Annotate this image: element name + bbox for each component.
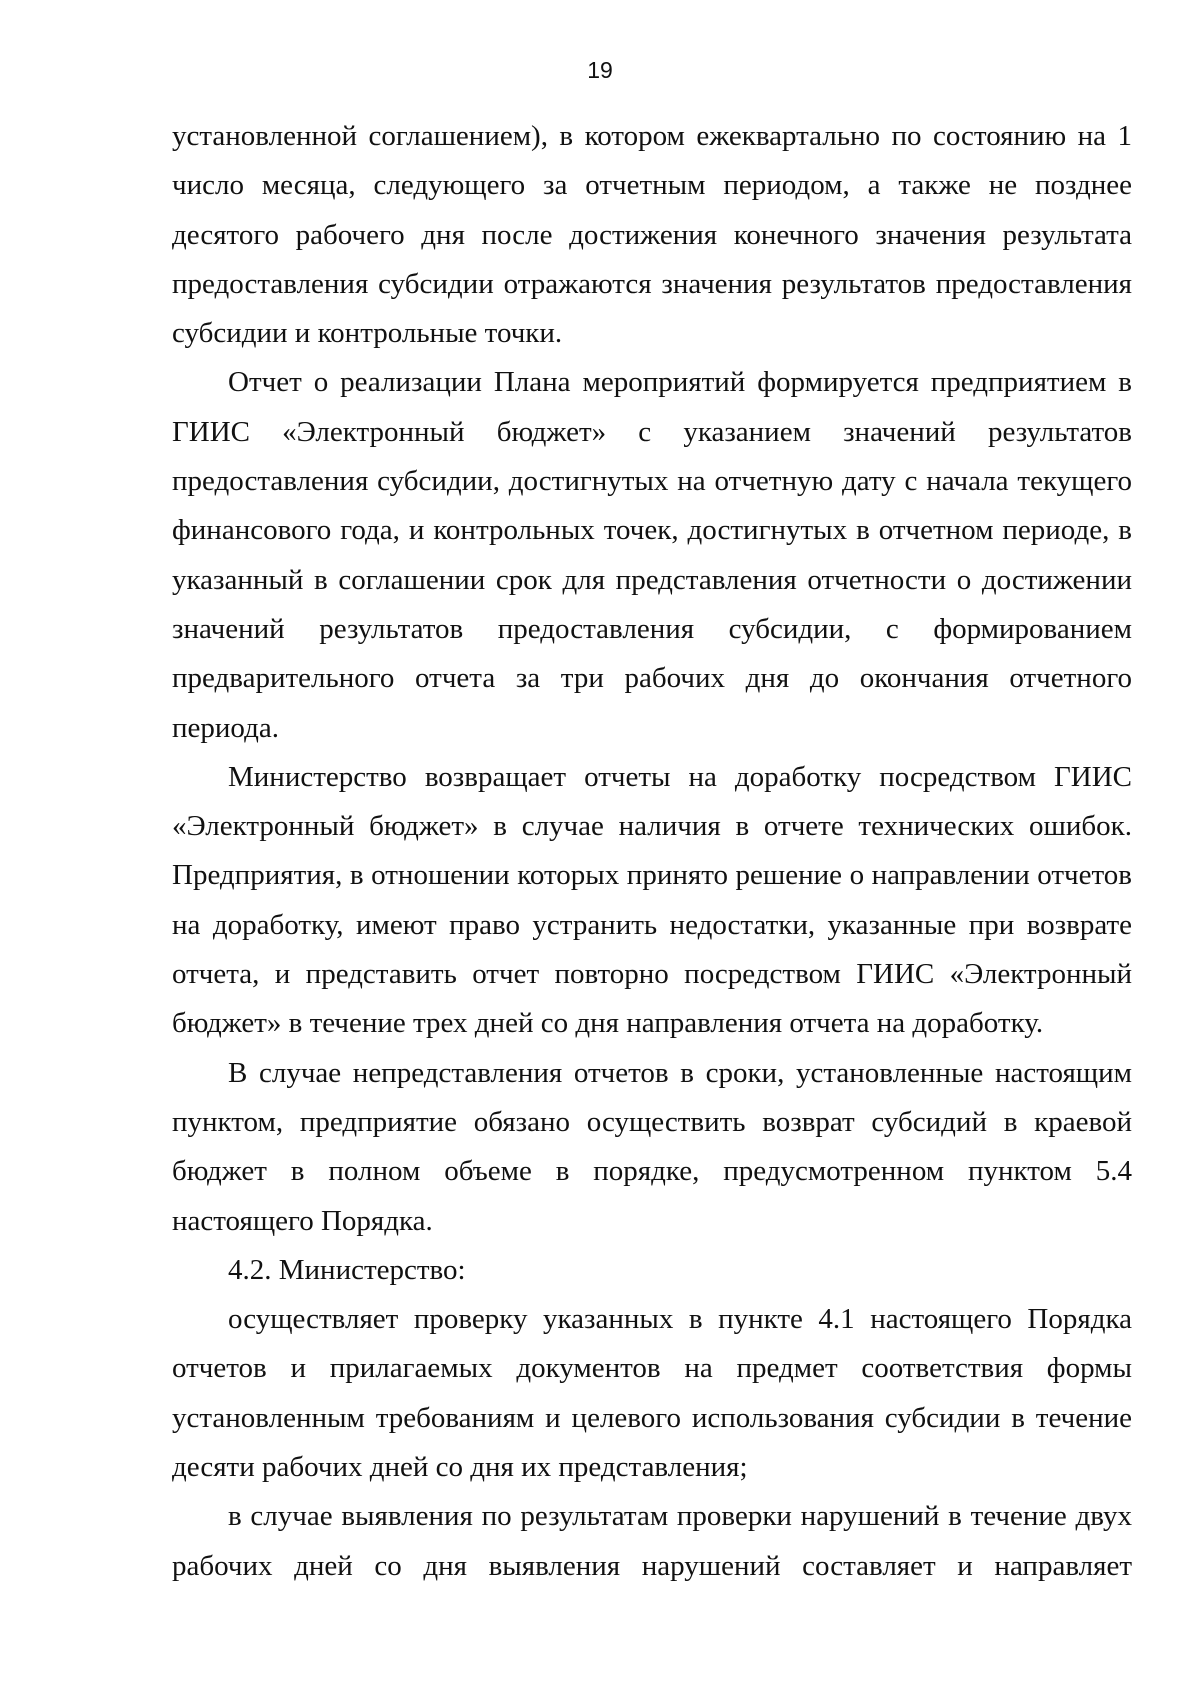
paragraph-ministry-returns: Министерство возвращает отчеты на доработку посредством ГИИС «Электронный бюджет» в случае наличия в отчете технических ошибок. Предприятия, в отношении которых принято решение о направлении отчетов на доработку, имеют право устранить недостатки, указанные при возврате отчета, и представить отчет повторно посредством ГИИС «Электронный бюджет» в течение трех дней со дня направления отчета на доработку. <box>172 760 1132 1040</box>
paragraph-ministry-checks: осуществляет проверку указанных в пункте 4.1 настоящего Порядка отчетов и прилагаемых документов на предмет соответствия формы установленным требованиям и целевого использования субсидии в течение десяти рабочих дней со дня их представления; <box>172 1303 1132 1484</box>
paragraph-continuation: установленной соглашением), в котором ежеквартально по состоянию на 1 число месяца, следующего за отчетным периодом, а также не позднее десятого рабочего дня после достижения конечного значения результата предоставления субсидии отражаются значения результатов предоставления субсидии и контрольные точки. <box>172 120 1132 350</box>
paragraph-violations: в случае выявления по результатам проверки нарушений в течение двух рабочих дней со дня выявления нарушений составляет и направляет <box>172 1500 1132 1582</box>
paragraph-report-plan: Отчет о реализации Плана мероприятий формируется предприятием в ГИИС «Электронный бюджет» с указанием значений результатов предоставления субсидии, достигнутых на отчетную дату с начала текущего финансового года, и контрольных точек, достигнутых в отчетном периоде, в указанный в соглашении срок для представления отчетности о достижении значений результатов предоставления субсидии, с формированием предварительного отчета за три рабочих дня до окончания отчетного периода. <box>172 366 1132 744</box>
document-body <box>172 112 1132 1591</box>
paragraph-non-submission: В случае непредставления отчетов в сроки, установленные настоящим пунктом, предприятие обязано осуществить возврат субсидий в краевой бюджет в полном объеме в порядке, предусмотренном пунктом 5.4 настоящего Порядка. <box>172 1056 1132 1237</box>
page-number: 19 <box>587 57 613 83</box>
paragraph-section-4-2: 4.2. Министерство: <box>228 1253 466 1286</box>
